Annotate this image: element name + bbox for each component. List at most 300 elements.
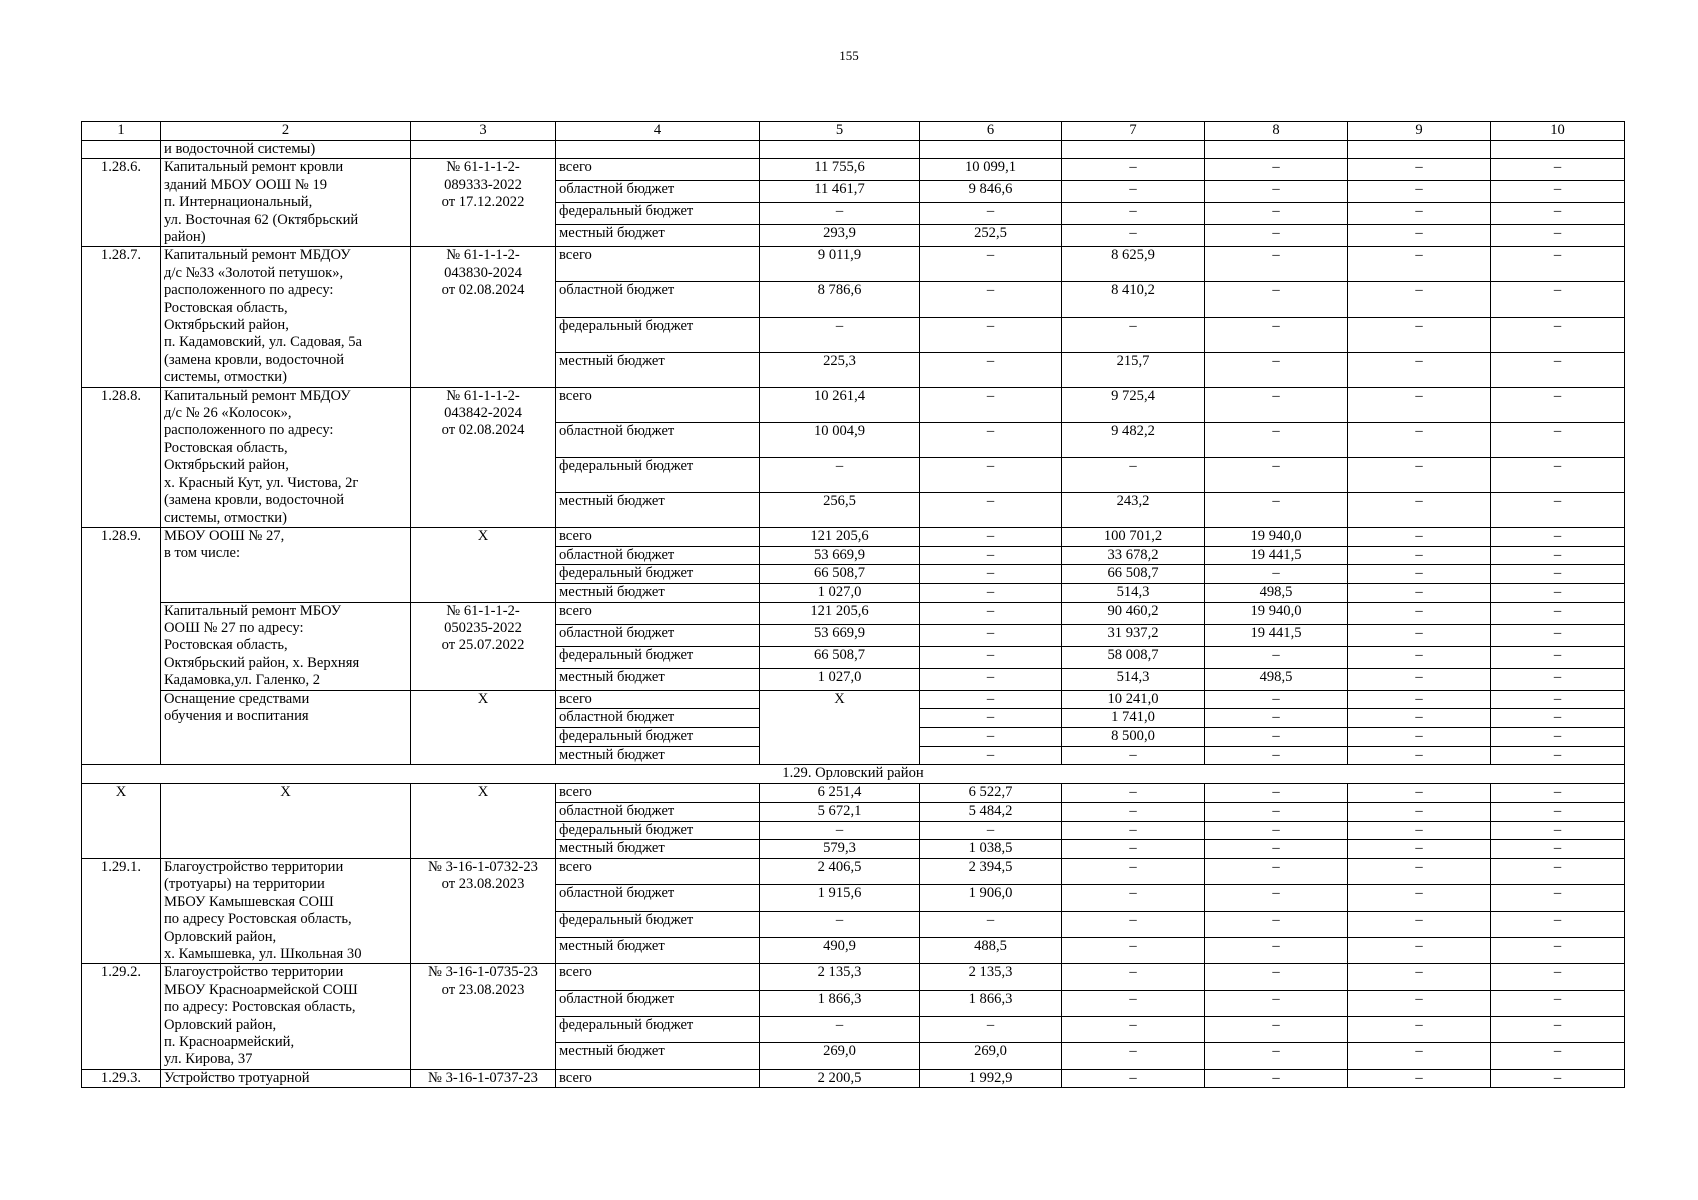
section-row bbox=[82, 765, 1625, 784]
cell-line: п. Интернациональный, bbox=[164, 194, 313, 211]
cell-line: Ростовская область, bbox=[164, 439, 288, 456]
cell-line: х. Красный Кут, ул. Чистова, 2г bbox=[164, 474, 359, 491]
table-row bbox=[82, 527, 1625, 546]
cell-line: расположенного по адресу: bbox=[164, 422, 334, 439]
value-cell: – bbox=[1348, 317, 1491, 352]
value-cell: – bbox=[920, 203, 1062, 225]
source-cell: всего bbox=[556, 784, 760, 803]
value-cell: – bbox=[1491, 181, 1625, 203]
value-cell: – bbox=[920, 492, 1062, 527]
page-number: 155 bbox=[839, 48, 859, 63]
value-cell: – bbox=[1348, 602, 1491, 624]
table-row bbox=[82, 602, 1625, 624]
value-cell: – bbox=[1205, 858, 1348, 884]
cell-line: район) bbox=[164, 229, 206, 245]
value-cell: – bbox=[1491, 457, 1625, 492]
source-cell: областной бюджет bbox=[556, 181, 760, 203]
value-cell: 1 741,0 bbox=[1062, 709, 1205, 728]
value-cell: 8 500,0 bbox=[1062, 728, 1205, 747]
source-cell: областной бюджет bbox=[556, 990, 760, 1016]
cell-line: Октябрьский район, bbox=[164, 317, 289, 334]
row-number: 1.28.6. bbox=[82, 159, 161, 247]
value-cell: 53 669,9 bbox=[760, 624, 920, 646]
item-name bbox=[161, 602, 411, 690]
value-cell: – bbox=[1062, 911, 1205, 937]
value-cell: – bbox=[760, 821, 920, 840]
value-cell: – bbox=[1062, 802, 1205, 821]
table-row bbox=[82, 1069, 1625, 1088]
doc-cell bbox=[411, 690, 556, 765]
value-cell: – bbox=[1348, 964, 1491, 990]
value-cell: – bbox=[1491, 282, 1625, 317]
value-cell: – bbox=[1348, 457, 1491, 492]
value-cell: – bbox=[920, 728, 1062, 747]
value-cell: – bbox=[1205, 352, 1348, 387]
value-cell: – bbox=[1491, 911, 1625, 937]
value-cell: – bbox=[1062, 840, 1205, 859]
value-cell: 58 008,7 bbox=[1062, 646, 1205, 668]
value-cell: – bbox=[920, 746, 1062, 765]
value-cell: – bbox=[1348, 668, 1491, 690]
source-cell: местный бюджет bbox=[556, 668, 760, 690]
value-cell bbox=[1205, 140, 1348, 159]
value-cell: – bbox=[1491, 527, 1625, 546]
value-cell: – bbox=[1491, 602, 1625, 624]
value-cell: – bbox=[1348, 690, 1491, 709]
value-cell: 256,5 bbox=[760, 492, 920, 527]
value-cell: – bbox=[1348, 387, 1491, 422]
value-cell: – bbox=[1205, 911, 1348, 937]
value-cell: – bbox=[1062, 746, 1205, 765]
value-cell: – bbox=[1348, 784, 1491, 803]
cell-line: д/с № 26 «Колосок», bbox=[164, 405, 292, 422]
value-cell: – bbox=[1491, 840, 1625, 859]
value-cell: – bbox=[920, 1017, 1062, 1043]
source-cell: областной бюджет bbox=[556, 802, 760, 821]
column-header: 10 bbox=[1491, 122, 1625, 141]
value-cell: 1 866,3 bbox=[760, 990, 920, 1016]
source-cell: федеральный бюджет bbox=[556, 911, 760, 937]
cell-line: Орловский район, bbox=[164, 1016, 277, 1033]
column-header: 1 bbox=[82, 122, 161, 141]
value-cell: 19 940,0 bbox=[1205, 527, 1348, 546]
source-cell: областной бюджет bbox=[556, 282, 760, 317]
cell-line: зданий МБОУ ООШ № 19 bbox=[164, 176, 328, 193]
value-cell: 6 522,7 bbox=[920, 784, 1062, 803]
cell-line: № 61-1-1-2- bbox=[446, 247, 520, 264]
table-row bbox=[82, 784, 1625, 803]
value-cell: – bbox=[1491, 247, 1625, 282]
cell-line: и водосточной системы) bbox=[164, 140, 316, 157]
value-cell: – bbox=[920, 583, 1062, 602]
value-cell: – bbox=[1348, 352, 1491, 387]
value-cell: – bbox=[1062, 937, 1205, 963]
cell-line: Капитальный ремонт МБДОУ bbox=[164, 247, 351, 264]
value-cell: – bbox=[1491, 1043, 1625, 1069]
value-cell: 252,5 bbox=[920, 225, 1062, 247]
value-cell: – bbox=[1062, 885, 1205, 911]
value-cell: 269,0 bbox=[920, 1043, 1062, 1069]
value-cell: – bbox=[1348, 821, 1491, 840]
value-cell: – bbox=[1348, 990, 1491, 1016]
source-cell: всего bbox=[556, 690, 760, 709]
value-cell: – bbox=[1205, 937, 1348, 963]
value-cell: – bbox=[920, 690, 1062, 709]
item-name bbox=[161, 1069, 411, 1088]
row-number: 1.28.8. bbox=[82, 387, 161, 527]
value-cell: 8 410,2 bbox=[1062, 282, 1205, 317]
cell-line: п. Кадамовский, ул. Садовая, 5а bbox=[164, 334, 362, 351]
value-cell: – bbox=[1491, 624, 1625, 646]
value-cell: – bbox=[1205, 225, 1348, 247]
cell-line: от 02.08.2024 bbox=[441, 422, 525, 439]
value-cell: 9 725,4 bbox=[1062, 387, 1205, 422]
value-cell: – bbox=[1205, 492, 1348, 527]
value-cell: 19 441,5 bbox=[1205, 546, 1348, 565]
value-cell: – bbox=[1491, 646, 1625, 668]
value-cell: – bbox=[1205, 646, 1348, 668]
value-cell: – bbox=[1062, 964, 1205, 990]
value-cell: 2 135,3 bbox=[920, 964, 1062, 990]
value-cell: – bbox=[1491, 387, 1625, 422]
source-cell: всего bbox=[556, 858, 760, 884]
value-cell: – bbox=[1205, 709, 1348, 728]
value-cell: – bbox=[1062, 225, 1205, 247]
source-cell: местный бюджет bbox=[556, 225, 760, 247]
item-name bbox=[161, 858, 411, 963]
item-name bbox=[161, 140, 411, 159]
value-cell: – bbox=[1491, 422, 1625, 457]
cell-line: X bbox=[477, 527, 489, 544]
value-cell: – bbox=[1205, 317, 1348, 352]
value-cell: 11 755,6 bbox=[760, 159, 920, 181]
doc-cell bbox=[411, 858, 556, 963]
cell-line: № 61-1-1-2- bbox=[446, 159, 520, 176]
value-cell: – bbox=[1348, 885, 1491, 911]
value-cell: – bbox=[1491, 203, 1625, 225]
value-cell: – bbox=[1348, 282, 1491, 317]
cell-line: ул. Восточная 62 (Октябрьский bbox=[164, 211, 359, 228]
value-cell: 1 906,0 bbox=[920, 885, 1062, 911]
value-cell: 10 241,0 bbox=[1062, 690, 1205, 709]
row-number: 1.28.7. bbox=[82, 247, 161, 387]
value-cell: – bbox=[1205, 457, 1348, 492]
cell-line: Ростовская область, bbox=[164, 637, 288, 654]
value-cell: – bbox=[920, 457, 1062, 492]
table-row bbox=[82, 690, 1625, 709]
value-cell: 579,3 bbox=[760, 840, 920, 859]
cell-line: МБОУ Красноармейской СОШ bbox=[164, 981, 358, 998]
doc-cell bbox=[411, 140, 556, 159]
cell-line: МБОУ Камышевская СОШ bbox=[164, 893, 334, 910]
value-cell: – bbox=[1348, 646, 1491, 668]
value-cell: 31 937,2 bbox=[1062, 624, 1205, 646]
row-number: 1.29.3. bbox=[82, 1069, 161, 1088]
value-cell: – bbox=[1205, 203, 1348, 225]
source-cell: федеральный бюджет bbox=[556, 457, 760, 492]
value-cell: 1 866,3 bbox=[920, 990, 1062, 1016]
value-cell: – bbox=[1205, 565, 1348, 584]
cell-line: х. Камышевка, ул. Школьная 30 bbox=[164, 945, 362, 962]
source-cell: всего bbox=[556, 602, 760, 624]
cell-line: системы, отмостки) bbox=[164, 369, 287, 386]
value-cell: – bbox=[1205, 282, 1348, 317]
cell-line: № 3-16-1-0737-23 bbox=[428, 1069, 538, 1086]
source-cell: федеральный бюджет bbox=[556, 317, 760, 352]
cell-line: Кадамовка,ул. Галенко, 2 bbox=[164, 672, 321, 689]
value-cell: – bbox=[1348, 565, 1491, 584]
source-cell: всего bbox=[556, 159, 760, 181]
value-cell: – bbox=[1491, 964, 1625, 990]
value-cell: – bbox=[920, 527, 1062, 546]
value-cell: – bbox=[1348, 225, 1491, 247]
value-cell: – bbox=[1205, 1043, 1348, 1069]
source-cell: федеральный бюджет bbox=[556, 728, 760, 747]
source-cell: областной бюджет bbox=[556, 546, 760, 565]
value-cell: 33 678,2 bbox=[1062, 546, 1205, 565]
column-header: 3 bbox=[411, 122, 556, 141]
value-cell: – bbox=[1062, 990, 1205, 1016]
source-cell: всего bbox=[556, 964, 760, 990]
doc-cell bbox=[411, 527, 556, 602]
cell-line: системы, отмостки) bbox=[164, 509, 287, 526]
cell-line: Октябрьский район, bbox=[164, 457, 289, 474]
source-cell bbox=[556, 140, 760, 159]
value-cell: – bbox=[1205, 728, 1348, 747]
value-cell: – bbox=[1491, 546, 1625, 565]
value-cell: – bbox=[1348, 247, 1491, 282]
value-cell: 9 482,2 bbox=[1062, 422, 1205, 457]
value-cell: – bbox=[1348, 1043, 1491, 1069]
value-cell: 1 027,0 bbox=[760, 583, 920, 602]
value-cell: 90 460,2 bbox=[1062, 602, 1205, 624]
value-cell: 11 461,7 bbox=[760, 181, 920, 203]
value-cell: 269,0 bbox=[760, 1043, 920, 1069]
row-number bbox=[82, 140, 161, 159]
header-row bbox=[82, 122, 1625, 141]
cell-line: от 23.08.2023 bbox=[441, 981, 525, 998]
source-cell: местный бюджет bbox=[556, 840, 760, 859]
cell-line: Орловский район, bbox=[164, 928, 277, 945]
value-cell: – bbox=[1348, 422, 1491, 457]
item-name bbox=[161, 784, 411, 859]
value-cell: – bbox=[1205, 784, 1348, 803]
value-cell: – bbox=[1491, 885, 1625, 911]
value-cell: – bbox=[1491, 1069, 1625, 1088]
value-cell: 121 205,6 bbox=[760, 602, 920, 624]
source-cell: местный бюджет bbox=[556, 937, 760, 963]
table-row bbox=[82, 159, 1625, 181]
value-cell: 9 846,6 bbox=[920, 181, 1062, 203]
value-cell: – bbox=[920, 646, 1062, 668]
value-cell bbox=[760, 140, 920, 159]
cell-line: по адресу Ростовская область, bbox=[164, 911, 352, 928]
value-cell: – bbox=[1205, 387, 1348, 422]
source-cell: федеральный бюджет bbox=[556, 646, 760, 668]
value-cell: – bbox=[1348, 546, 1491, 565]
cell-line: от 02.08.2024 bbox=[441, 282, 525, 299]
source-cell: областной бюджет bbox=[556, 709, 760, 728]
value-cell: 498,5 bbox=[1205, 583, 1348, 602]
value-cell: – bbox=[1062, 1017, 1205, 1043]
row-number: 1.29.1. bbox=[82, 858, 161, 963]
value-cell: – bbox=[1348, 492, 1491, 527]
value-cell: – bbox=[1205, 422, 1348, 457]
value-cell: – bbox=[1491, 728, 1625, 747]
cell-line: от 23.08.2023 bbox=[441, 876, 525, 893]
table-body bbox=[82, 122, 1625, 1088]
value-cell: 10 261,4 bbox=[760, 387, 920, 422]
value-cell: – bbox=[1348, 840, 1491, 859]
value-cell: 1 038,5 bbox=[920, 840, 1062, 859]
source-cell: местный бюджет bbox=[556, 746, 760, 765]
cell-line: X bbox=[477, 784, 489, 801]
value-cell: – bbox=[760, 317, 920, 352]
section-title: 1.29. Орловский район bbox=[82, 765, 1625, 784]
row-number: 1.29.2. bbox=[82, 964, 161, 1069]
source-cell: местный бюджет bbox=[556, 352, 760, 387]
value-cell: 66 508,7 bbox=[760, 646, 920, 668]
value-cell: – bbox=[1491, 352, 1625, 387]
value-cell: – bbox=[1205, 1017, 1348, 1043]
value-cell: 53 669,9 bbox=[760, 546, 920, 565]
value-cell: 100 701,2 bbox=[1062, 527, 1205, 546]
value-cell: – bbox=[1205, 821, 1348, 840]
cell-line: ООШ № 27 по адресу: bbox=[164, 620, 304, 637]
value-cell: – bbox=[1062, 821, 1205, 840]
value-cell: 5 672,1 bbox=[760, 802, 920, 821]
source-cell: всего bbox=[556, 527, 760, 546]
value-cell: 6 251,4 bbox=[760, 784, 920, 803]
value-cell: – bbox=[1348, 203, 1491, 225]
value-cell: X bbox=[760, 690, 920, 765]
doc-cell bbox=[411, 784, 556, 859]
value-cell: – bbox=[1205, 964, 1348, 990]
value-cell: – bbox=[920, 387, 1062, 422]
value-cell bbox=[920, 140, 1062, 159]
doc-cell bbox=[411, 602, 556, 690]
value-cell: – bbox=[1205, 159, 1348, 181]
value-cell: 514,3 bbox=[1062, 668, 1205, 690]
value-cell: – bbox=[1062, 457, 1205, 492]
value-cell: – bbox=[920, 565, 1062, 584]
value-cell: – bbox=[920, 546, 1062, 565]
value-cell: 66 508,7 bbox=[760, 565, 920, 584]
doc-cell bbox=[411, 964, 556, 1069]
cell-line: X bbox=[280, 784, 291, 801]
table-row bbox=[82, 140, 1625, 159]
source-cell: федеральный бюджет bbox=[556, 821, 760, 840]
cell-line: 089333-2022 bbox=[444, 176, 522, 193]
cell-line: в том числе: bbox=[164, 545, 241, 562]
cell-line: Устройство тротуарной bbox=[164, 1069, 310, 1086]
value-cell: – bbox=[920, 624, 1062, 646]
value-cell: 19 441,5 bbox=[1205, 624, 1348, 646]
table-row bbox=[82, 247, 1625, 282]
value-cell: – bbox=[1491, 668, 1625, 690]
value-cell: – bbox=[1348, 728, 1491, 747]
value-cell: – bbox=[1348, 858, 1491, 884]
value-cell: – bbox=[920, 247, 1062, 282]
source-cell: местный бюджет bbox=[556, 583, 760, 602]
value-cell: 10 004,9 bbox=[760, 422, 920, 457]
value-cell: – bbox=[1348, 1017, 1491, 1043]
value-cell: – bbox=[1205, 840, 1348, 859]
value-cell: – bbox=[1348, 937, 1491, 963]
cell-line: Капитальный ремонт МБДОУ bbox=[164, 387, 351, 404]
column-header: 8 bbox=[1205, 122, 1348, 141]
value-cell: – bbox=[760, 1017, 920, 1043]
cell-line: расположенного по адресу: bbox=[164, 282, 334, 299]
doc-cell bbox=[411, 159, 556, 247]
cell-line: Оснащение средствами bbox=[164, 690, 310, 707]
value-cell: – bbox=[1491, 709, 1625, 728]
value-cell: 1 992,9 bbox=[920, 1069, 1062, 1088]
value-cell: 8 625,9 bbox=[1062, 247, 1205, 282]
cell-line: Благоустройство территории bbox=[164, 858, 344, 875]
value-cell: – bbox=[920, 602, 1062, 624]
column-header: 2 bbox=[161, 122, 411, 141]
source-cell: федеральный бюджет bbox=[556, 1017, 760, 1043]
source-cell: федеральный бюджет bbox=[556, 203, 760, 225]
value-cell: – bbox=[1062, 858, 1205, 884]
item-name bbox=[161, 527, 411, 602]
source-cell: областной бюджет bbox=[556, 624, 760, 646]
cell-line: (замена кровли, водосточной bbox=[164, 492, 345, 509]
source-cell: всего bbox=[556, 1069, 760, 1088]
value-cell: – bbox=[1062, 181, 1205, 203]
item-name bbox=[161, 247, 411, 387]
source-cell: федеральный бюджет bbox=[556, 565, 760, 584]
value-cell: 1 915,6 bbox=[760, 885, 920, 911]
column-header: 9 bbox=[1348, 122, 1491, 141]
value-cell: 2 200,5 bbox=[760, 1069, 920, 1088]
row-number: 1.28.9. bbox=[82, 527, 161, 765]
source-cell: всего bbox=[556, 387, 760, 422]
row-number: X bbox=[82, 784, 161, 859]
value-cell: – bbox=[920, 352, 1062, 387]
value-cell: – bbox=[1491, 858, 1625, 884]
cell-line: обучения и воспитания bbox=[164, 708, 309, 725]
value-cell: 121 205,6 bbox=[760, 527, 920, 546]
value-cell: – bbox=[1205, 690, 1348, 709]
value-cell: – bbox=[1062, 317, 1205, 352]
source-cell: областной бюджет bbox=[556, 885, 760, 911]
value-cell: – bbox=[1062, 159, 1205, 181]
value-cell: – bbox=[1062, 1043, 1205, 1069]
value-cell: – bbox=[1491, 492, 1625, 527]
value-cell: – bbox=[1062, 1069, 1205, 1088]
cell-line: Капитальный ремонт МБОУ bbox=[164, 602, 342, 619]
cell-line: Капитальный ремонт кровли bbox=[164, 159, 344, 176]
value-cell: 2 135,3 bbox=[760, 964, 920, 990]
value-cell: – bbox=[1491, 821, 1625, 840]
value-cell: – bbox=[920, 317, 1062, 352]
value-cell: – bbox=[1348, 1069, 1491, 1088]
value-cell: 243,2 bbox=[1062, 492, 1205, 527]
value-cell: – bbox=[1491, 690, 1625, 709]
value-cell: – bbox=[1348, 709, 1491, 728]
value-cell: 2 394,5 bbox=[920, 858, 1062, 884]
value-cell: – bbox=[1348, 911, 1491, 937]
value-cell: – bbox=[1348, 802, 1491, 821]
cell-line: (замена кровли, водосточной bbox=[164, 351, 345, 368]
value-cell: – bbox=[1491, 1017, 1625, 1043]
value-cell: – bbox=[1491, 937, 1625, 963]
value-cell: – bbox=[1348, 527, 1491, 546]
value-cell: – bbox=[1348, 181, 1491, 203]
value-cell: – bbox=[920, 668, 1062, 690]
